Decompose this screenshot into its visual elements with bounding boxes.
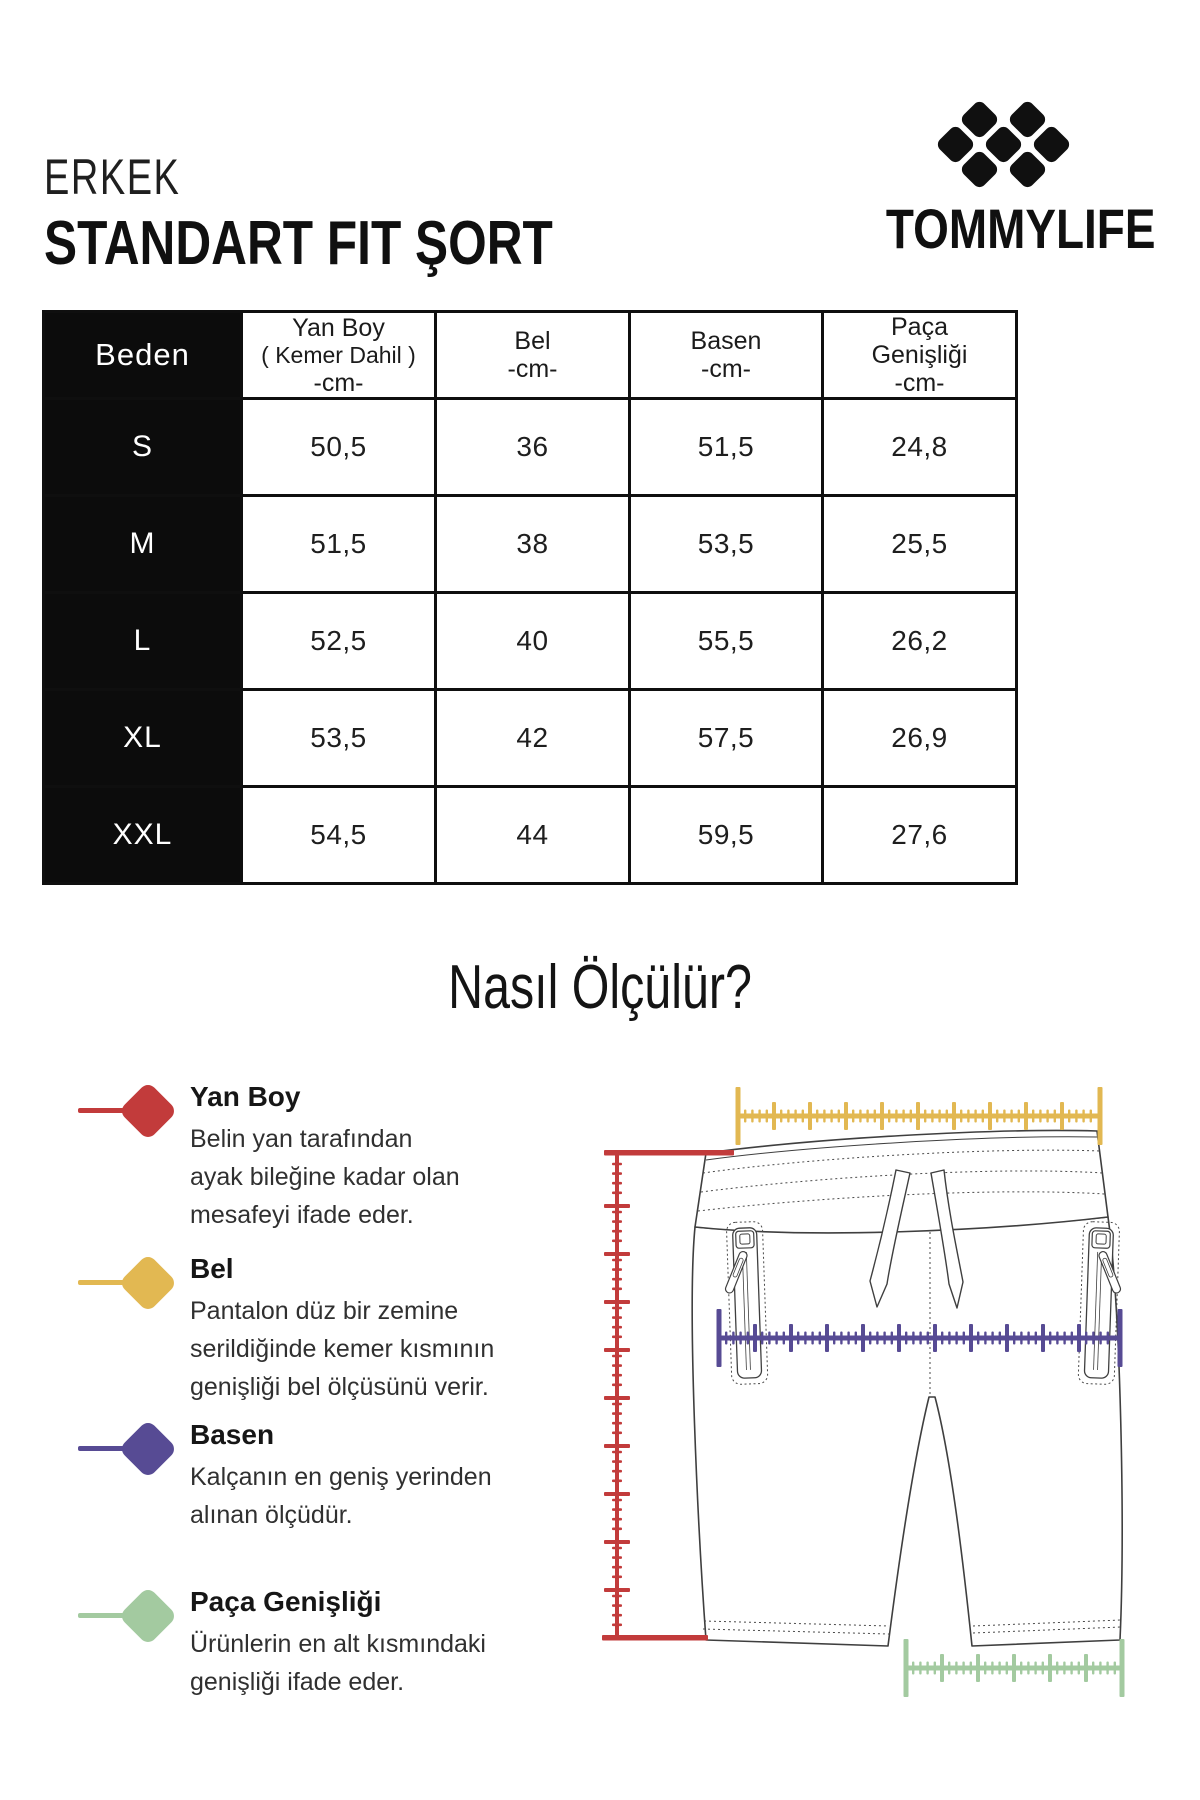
legend-description: Kalçanın en geniş yerinden alınan ölçüdür. [190,1463,492,1529]
value-cell: 44 [436,787,630,884]
table-row-xl [44,690,1017,787]
value-cell: 53,5 [630,496,823,593]
zipper-pocket-right [1078,1221,1124,1384]
yan-boy-diamond-marker-icon [78,1082,178,1142]
value-cell: 59,5 [630,787,823,884]
legend-title: Bel [190,1253,234,1284]
column-header-basen: Basen -cm- [630,312,823,399]
measurement-rulers [602,1087,1125,1697]
legend-description: Ürünlerin en alt kısmındaki genişliği ifade eder. [190,1630,486,1696]
column-header-beden: Beden [44,312,242,399]
waistband-stitching [698,1150,1105,1211]
legend-item-bel [78,1252,548,1406]
hem-stitching [703,1620,1121,1634]
value-cell: 36 [436,399,630,496]
value-cell: 26,2 [823,593,1017,690]
table-row-xxl [44,787,1017,884]
value-cell: 51,5 [242,496,436,593]
value-cell: 42 [436,690,630,787]
value-cell: 52,5 [242,593,436,690]
brand-logo-diamonds-icon [952,82,1082,194]
legend-title: Basen [190,1419,275,1450]
value-cell: 38 [436,496,630,593]
value-cell: 27,6 [823,787,1017,884]
value-cell: 54,5 [242,787,436,884]
legend-item-paca-genisligi [78,1585,548,1701]
drawstring-right [931,1170,963,1308]
bel-diamond-marker-icon [78,1254,178,1314]
paca-genisligi-diamond-marker-icon [78,1587,178,1647]
table-row-l [44,593,1017,690]
waistband [695,1131,1108,1233]
size-cell: XXL [44,787,242,884]
value-cell: 57,5 [630,690,823,787]
legend-item-basen [78,1418,548,1534]
size-table [42,310,1018,885]
legend-description: Pantalon düz bir zemine serildiğinde kemer kısmının genişliği bel ölçüsünü verir. [190,1297,495,1401]
table-row-s [44,399,1017,496]
size-cell: XL [44,690,242,787]
basen-diamond-marker-icon [78,1420,178,1480]
zipper-slider-icon [1092,1231,1111,1249]
legend-item-yan-boy [78,1080,548,1234]
shorts-body-outline [692,1217,1122,1646]
legend-title: Paça Genişliği [190,1586,382,1617]
category-label: ERKEK [44,149,181,205]
column-header-bel: Bel -cm- [436,312,630,399]
column-header-yan-boy: Yan Boy ( Kemer Dahil ) -cm- [242,312,436,399]
value-cell: 40 [436,593,630,690]
value-cell: 26,9 [823,690,1017,787]
zipper-pull-icon [724,1250,748,1294]
size-cell: M [44,496,242,593]
drawstring-left [870,1170,910,1307]
value-cell: 24,8 [823,399,1017,496]
value-cell: 25,5 [823,496,1017,593]
size-cell: L [44,593,242,690]
shorts-technical-drawing [692,1131,1124,1646]
size-table-header-row [44,312,1017,399]
value-cell: 55,5 [630,593,823,690]
brand-name: TOMMYLIFE [885,197,1156,260]
column-header-paca-genisligi: Paça Genişliği -cm- [823,312,1017,399]
size-cell: S [44,399,242,496]
zipper-pull-icon [1098,1250,1122,1294]
value-cell: 50,5 [242,399,436,496]
zipper-slider-icon [736,1231,755,1249]
legend-description: Belin yan tarafından ayak bileğine kadar olan mesafeyi ifade eder. [190,1125,460,1229]
section-title: Nasıl Ölçülür? [448,953,752,1022]
legend-title: Yan Boy [190,1081,301,1112]
value-cell: 51,5 [630,399,823,496]
table-row-m [44,496,1017,593]
page-title: STANDART FIT ŞORT [44,209,553,278]
value-cell: 53,5 [242,690,436,787]
zipper-pocket-left [722,1221,768,1384]
